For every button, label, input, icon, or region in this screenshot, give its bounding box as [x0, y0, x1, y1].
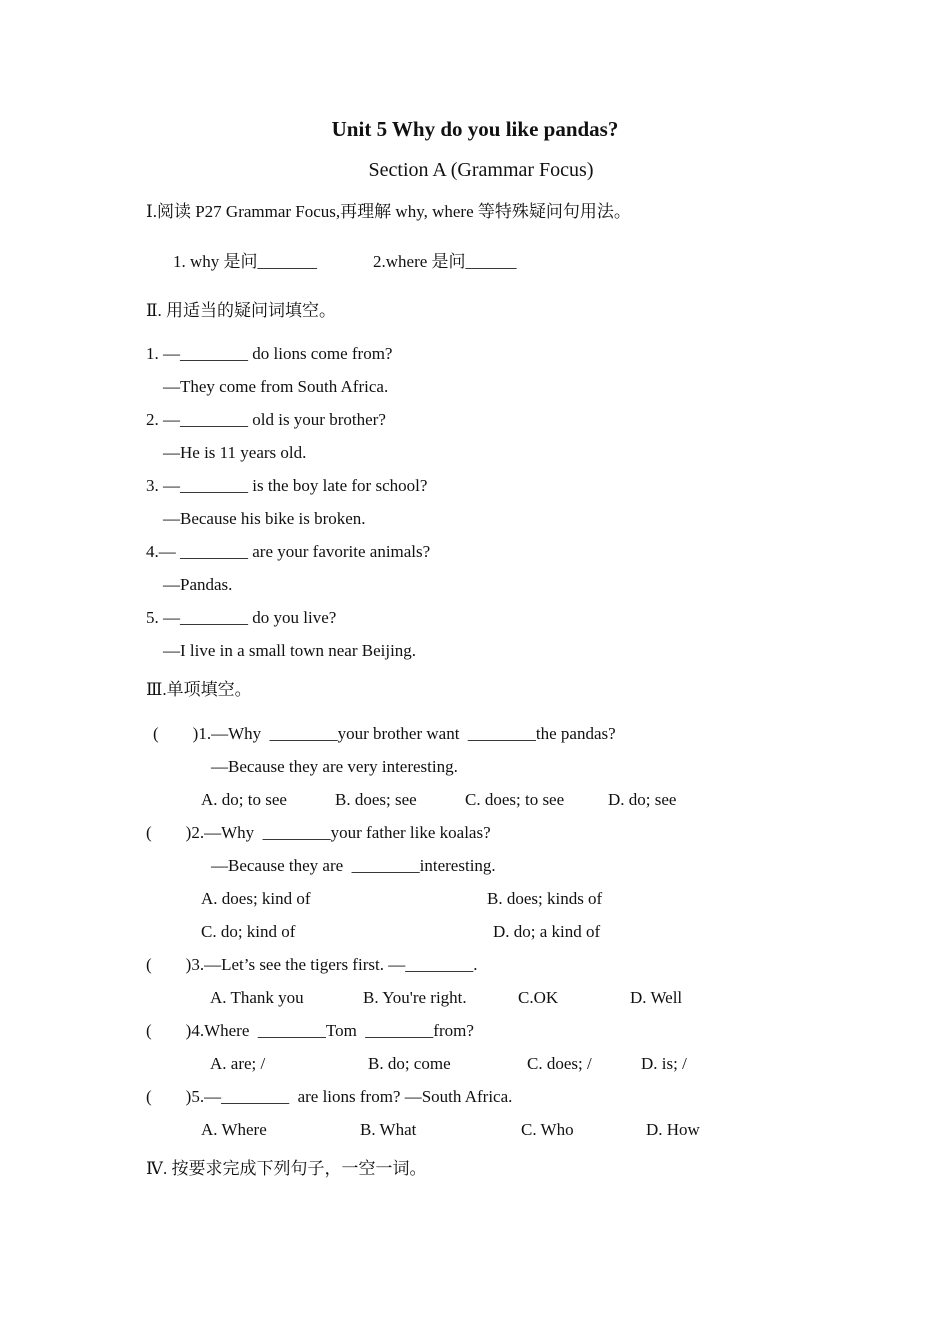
part2-q2: 2. —________ old is your brother?	[146, 410, 386, 429]
part3-q2-option-a: A. does; kind of	[201, 889, 311, 908]
part2-a2: —He is 11 years old.	[163, 443, 307, 462]
part4-heading: Ⅳ. 按要求完成下列句子，一空一词。	[146, 1159, 427, 1178]
part3-q5-option-d: D. How	[646, 1120, 700, 1139]
part3-q4-option-b: B. do; come	[368, 1054, 451, 1073]
part3-q2-option-c: C. do; kind of	[201, 922, 296, 941]
part3-q1-option-a: A. do; to see	[201, 790, 287, 809]
part2-a5: —I live in a small town near Beijing.	[163, 641, 417, 660]
part3-q5-stem: ( )5.—________ are lions from? —South Africa.	[146, 1087, 513, 1106]
part1-q1: 1. why 是问_______	[173, 252, 318, 271]
part2-q5: 5. —________ do you live?	[146, 608, 337, 627]
part3-q5-option-c: C. Who	[521, 1120, 574, 1139]
part2-q3: 3. —________ is the boy late for school?	[146, 476, 428, 495]
part1-q2: 2.where 是问______	[373, 252, 517, 271]
part3-q3-option-b: B. You're right.	[363, 988, 467, 1007]
part3-q2-option-d: D. do; a kind of	[493, 922, 601, 941]
part3-q1-option-b: B. does; see	[335, 790, 417, 809]
part3-q3-option-a: A. Thank you	[210, 988, 304, 1007]
part3-q5-option-a: A. Where	[201, 1120, 267, 1139]
part1-heading: Ⅰ.阅读 P27 Grammar Focus,再理解 why, where 等特殊疑问句用法。	[146, 202, 631, 221]
part2-a4: —Pandas.	[163, 575, 233, 594]
part3-q1-stem: ( )1.—Why ________your brother want ________the pandas?	[153, 724, 616, 743]
part3-q2-stem: ( )2.—Why ________your father like koalas?	[146, 823, 491, 842]
part3-q4-option-a: A. are; /	[210, 1054, 266, 1073]
part2-heading: Ⅱ. 用适当的疑问词填空。	[146, 301, 337, 320]
part2-q4: 4.— ________ are your favorite animals?	[146, 542, 431, 561]
part2-a3: —Because his bike is broken.	[163, 509, 366, 528]
part3-q1-reply: —Because they are very interesting.	[211, 757, 458, 776]
part3-q2-option-b: B. does; kinds of	[487, 889, 603, 908]
part3-q1-option-c: C. does; to see	[465, 790, 565, 809]
part3-q3-stem: ( )3.—Let’s see the tigers first. —________.	[146, 955, 478, 974]
page-subtitle: Section A (Grammar Focus)	[368, 159, 594, 181]
part3-q4-stem: ( )4.Where ________Tom ________from?	[146, 1021, 474, 1040]
part2-q1: 1. —________ do lions come from?	[146, 344, 393, 363]
part3-q3-option-d: D. Well	[630, 988, 683, 1007]
part3-q2-reply: —Because they are ________interesting.	[211, 856, 496, 875]
part2-a1: —They come from South Africa.	[163, 377, 389, 396]
part3-q1-option-d: D. do; see	[608, 790, 677, 809]
part3-q4-option-c: C. does; /	[527, 1054, 592, 1073]
page-title: Unit 5 Why do you like pandas?	[331, 117, 619, 141]
part3-q4-option-d: D. is; /	[641, 1054, 687, 1073]
part3-q5-option-b: B. What	[360, 1120, 417, 1139]
part3-q3-option-c: C.OK	[518, 988, 559, 1007]
part3-heading: Ⅲ.单项填空。	[146, 680, 252, 699]
